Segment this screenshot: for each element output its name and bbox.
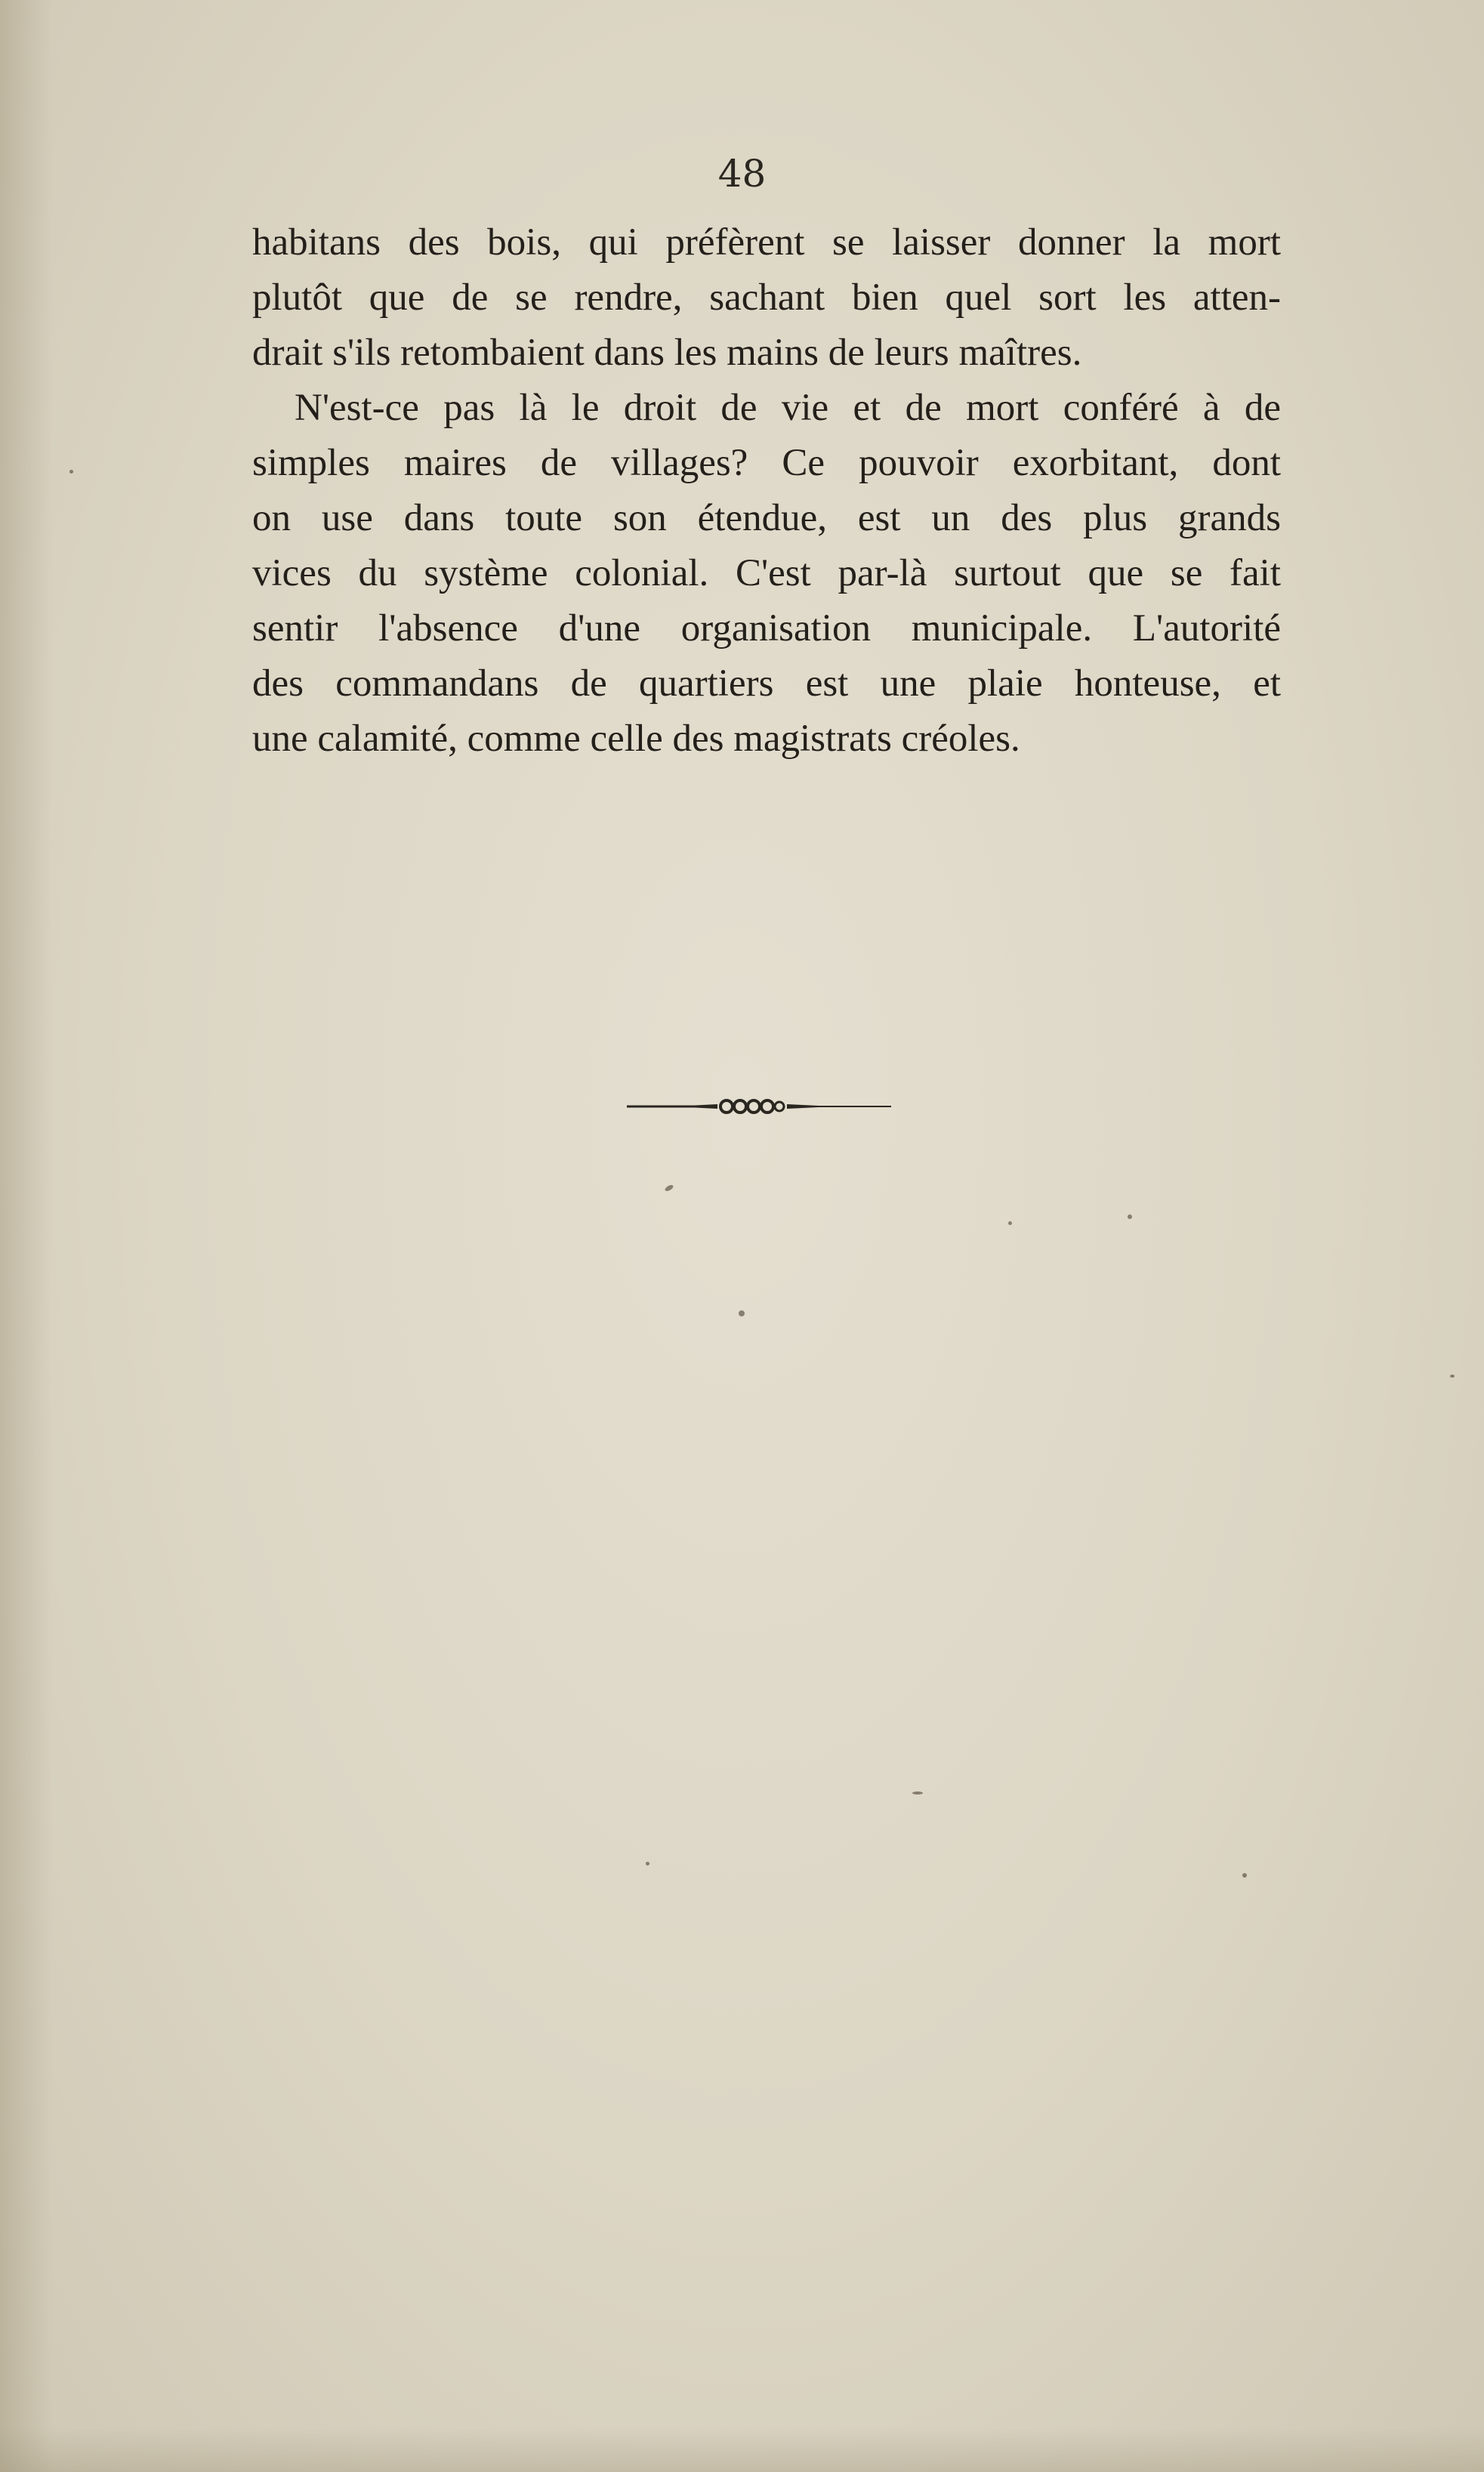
paper-speck — [1242, 1873, 1247, 1878]
text-line: simples maires de villages? Ce pouvoir exorbitant, dont — [252, 442, 1281, 484]
paragraph-2 — [252, 381, 1281, 767]
text-line: une calamité, comme celle des magistrats créoles. — [252, 718, 1020, 760]
text-line: habitans des bois, qui préfèrent se laisser donner la mort — [252, 221, 1281, 264]
text-line: drait s'ils retombaient dans les mains de leurs maîtres. — [252, 332, 1082, 374]
paper-speck — [1008, 1221, 1012, 1225]
paper-speck — [69, 470, 73, 474]
paper-speck — [1128, 1214, 1132, 1219]
decorative-rule-icon — [627, 1095, 891, 1118]
paper-speck — [664, 1184, 674, 1192]
text-line: N'est-ce pas là le droit de vie et de mort conféré à de — [295, 387, 1281, 429]
paper-speck — [912, 1792, 923, 1795]
text-line: on use dans toute son étendue, est un des plus grands — [252, 497, 1281, 539]
paper-speck — [739, 1310, 745, 1316]
text-line: plutôt que de se rendre, sachant bien quel sort les atten- — [252, 276, 1281, 319]
text-line: vices du système colonial. C'est par-là surtout que se fait — [252, 552, 1281, 594]
paper-speck — [646, 1862, 649, 1866]
paper-speck — [1450, 1375, 1455, 1378]
text-line: des commandans de quartiers est une plaie honteuse, et — [252, 662, 1281, 705]
body-text — [252, 215, 1281, 767]
paragraph-1 — [252, 215, 1281, 381]
text-line: sentir l'absence d'une organisation municipale. L'autorité — [252, 607, 1281, 650]
page-number: 48 — [717, 152, 767, 196]
